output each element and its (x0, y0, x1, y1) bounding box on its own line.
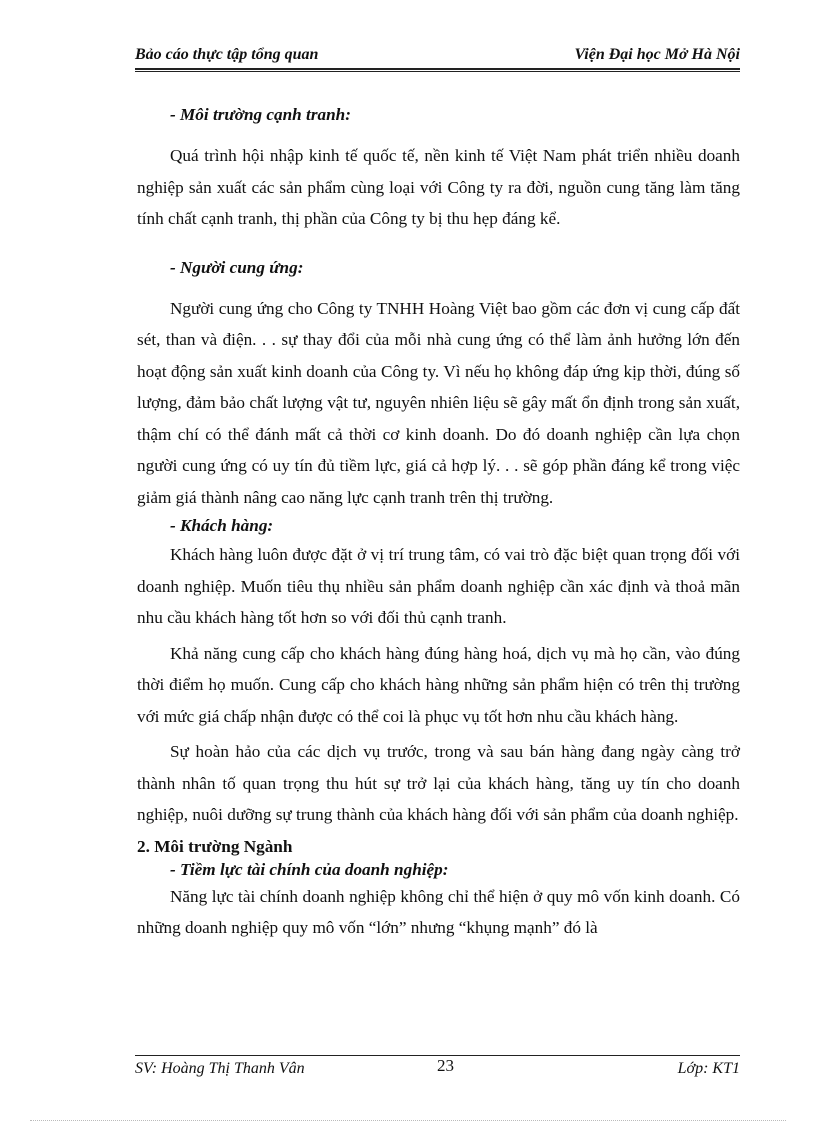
paragraph-customers-3: Sự hoàn hảo của các dịch vụ trước, trong và sau bán hàng đang ngày càng trở thành nhân tố quan trọng thu hút sự trở lại của khách hàng, tăng uy tín cho doanh nghiệp, nuôi dưỡng sự trung thành của khách hàng đối với sản phẩm của doanh nghiệp. (137, 742, 740, 824)
heading-customers: - Khách hàng: (170, 516, 274, 535)
heading-financial-capacity: - Tiềm lực tài chính của doanh nghiệp: (170, 859, 449, 879)
heading-suppliers: - Người cung ứng: (170, 257, 304, 277)
footer-student: SV: Hoàng Thị Thanh Vân (135, 1060, 305, 1077)
paragraph-customers-1: Khách hàng luôn được đặt ở vị trí trung tâm, có vai trò đặc biệt quan trọng đối với doanh nghiệp. Muốn tiêu thụ nhiều sản phẩm doanh nghiệp cần xác định và thoả mãn nhu cầu khách hàng tốt hơn so với đối thủ cạnh tranh. (137, 545, 740, 627)
header-report-title: Bảo cáo thực tập tổng quan (135, 46, 319, 63)
paragraph-financial-capacity: Năng lực tài chính doanh nghiệp không chỉ thể hiện ở quy mô vốn kinh doanh. Có những doanh nghiệp quy mô vốn “lớn” nhưng “khụng mạnh” đó là (137, 886, 740, 937)
page-number: 23 (437, 1056, 454, 1075)
header-institution: Viện Đại học Mở Hà Nội (574, 46, 740, 63)
heading-competition: - Môi trường cạnh tranh: (170, 105, 351, 124)
page-bottom-divider (30, 1120, 786, 1121)
page-footer (135, 1058, 740, 1080)
header-rule-thick (135, 68, 740, 70)
page-header (135, 44, 740, 66)
page-body (137, 100, 740, 944)
heading-industry: 2. Môi trường Ngành (137, 836, 293, 856)
paragraph-competition: Quá trình hội nhập kinh tế quốc tế, nền kinh tế Việt Nam phát triển nhiều doanh nghiệp sản xuất các sản phẩm cùng loại với Công ty ra đời, nguồn cung tăng làm tăng tính chất cạnh tranh, thị phần của Công ty bị thu hẹp đáng kể. (137, 146, 740, 228)
footer-class: Lớp: KT1 (677, 1060, 740, 1077)
paragraph-customers-2: Khả năng cung cấp cho khách hàng đúng hàng hoá, dịch vụ mà họ cần, vào đúng thời điểm họ muốn. Cung cấp cho khách hàng những sản phẩm hiện có trên thị trường với mức giá chấp nhận được có thể coi là phục vụ tốt hơn nhu cầu khách hàng. (137, 643, 740, 726)
paragraph-suppliers: Người cung ứng cho Công ty TNHH Hoàng Việt bao gồm các đơn vị cung cấp đất sét, than và điện. . . sự thay đổi của mỗi nhà cung ứng có thể làm ảnh hưởng lớn đến hoạt động sản xuất kinh doanh của Công ty. Vì nếu họ không đáp ứng kịp thời, đúng số lượng, đảm bảo chất lượng vật tư, nguyên nhiên liệu sẽ gây mất ổn định trong sản xuất, thậm chí có thể đánh mất cả thời cơ kinh doanh. Do đó doanh nghiệp cần lựa chọn người cung ứng có uy tín đủ tiềm lực, giá cả hợp lý. . . sẽ góp phần đáng kể trong việc giảm giá thành nâng cao năng lực cạnh tranh trên thị trường. (137, 298, 740, 507)
header-rule-thin (135, 71, 740, 72)
